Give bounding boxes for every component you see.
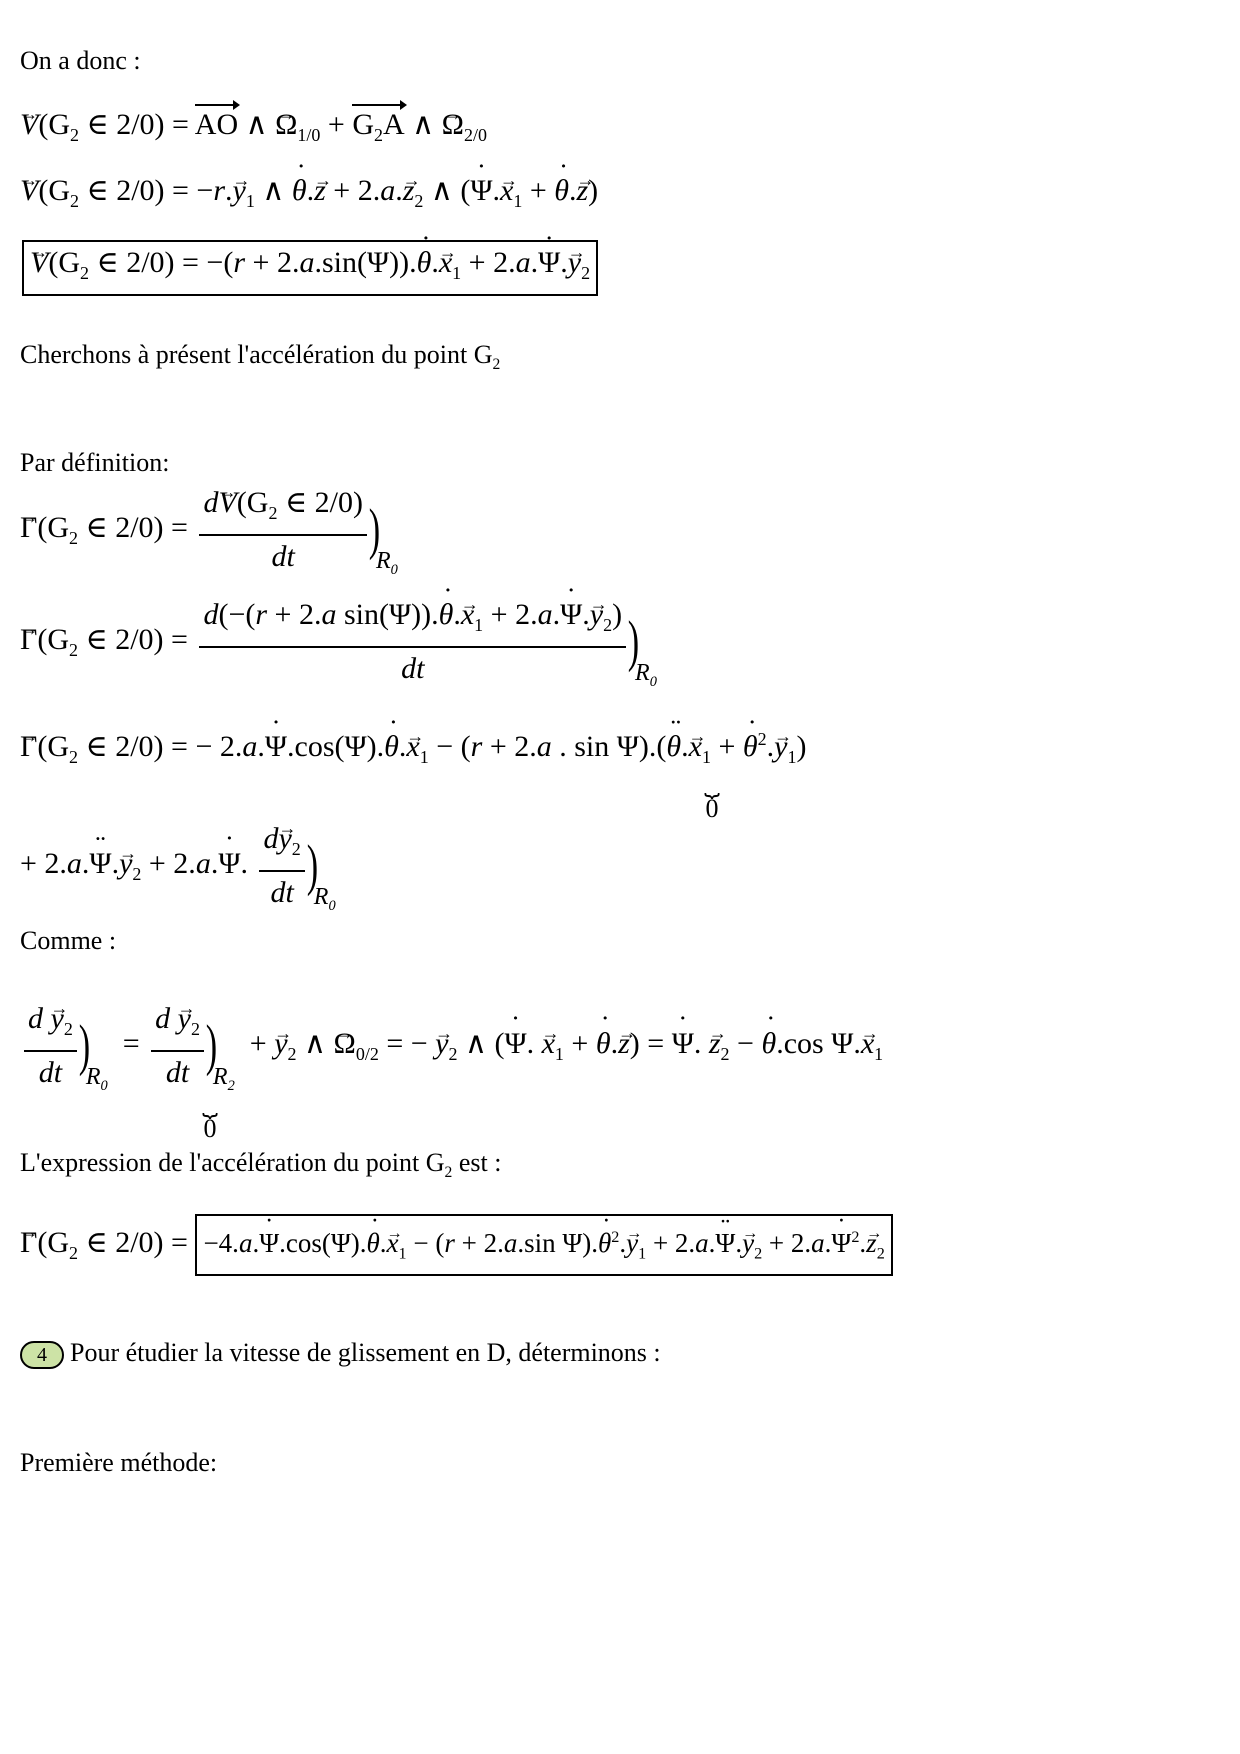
definition-label: Par définition: (20, 448, 170, 477)
equation-velocity-1: → $V(G_2$ ∈ 2/0) = AO ∧ → $\Omega_{1/0} + G_2A$ ∧ → $\Omega_{2/0}$ (20, 106, 487, 154)
equation-derivative-y2: $\frac{d \to y_2}{dt}$ )$R_0$ = $\frac{d \to y_2}{dt}$ )$R_2$ + → $y_2$ ∧ → $\Omega_{0/2}$ = − → $y_2$ ∧ (˙ Ψ. → $x_1$ + ˙ θ.→ z) = ˙ Ψ. → $z_2$ − ˙ θ.cos $\Psi.\to x_1$ (20, 1000, 883, 1105)
underbrace-zero-2: ⏟ 0 (202, 1088, 218, 1143)
underbrace-zero-1: ⏟ 0 (704, 768, 720, 823)
method-label: Première méthode: (20, 1448, 218, 1477)
equation-acceleration-def: → $\Gamma(G_2$ ∈ 2/0) = $\frac{d\to V(G_2 \in 2/0)}{dt}$ )$R_0$ (20, 484, 398, 589)
question-number-badge: 4 (20, 1341, 64, 1369)
intro-text: On a donc : (20, 46, 141, 75)
equation-acceleration-result: → $\Gamma(G_2$ ∈ 2/0) = −4.a.˙ Ψ.cos(Ψ).˙ $\theta.\to x_1 - (r + 2.a.\sin$ Ψ).˙ $\theta^2.\to y_1$ + 2.a.¨ $\Psi.\to y_2$ + 2.a.˙ $\Psi^2.\to z_2$ (20, 1214, 893, 1276)
equation-velocity-result: → $V(G_2$ ∈ 2/0) = −(r + 2.a.sin(Ψ)).˙ $\theta.\to x_1$ + 2.a.˙ $\Psi.\to y_2$ (22, 240, 598, 296)
question-4-line: 4 Pour étudier la vitesse de glissement en D, déterminons : (20, 1338, 661, 1369)
acceleration-expression-text: L'expression de l'accélération du point $G_2$ est : (20, 1148, 502, 1182)
comme-label: Comme : (20, 926, 117, 955)
acceleration-intro: Cherchons à présent l'accélération du point $G_2$ (20, 340, 501, 374)
equation-acceleration-4: + 2.a.¨ $\Psi.\to y_2$ + 2.a.˙ Ψ. $\frac{d\to y_2}{dt}$ )$R_0$ (20, 820, 336, 925)
equation-velocity-2: → $V(G_2$ ∈ $2/0) = -r.\to y_1$ ∧ ˙ $\theta.\to z + 2.a.\to z_2$ ∧ (˙ $\Psi.\to x_1$ + ˙ θ.→ z) (20, 172, 598, 220)
equation-acceleration-3: → $\Gamma(G_2$ ∈ 2/0) = − 2.a.˙ Ψ.cos(Ψ).˙ $\theta.\to x_1 - (r + 2.a$ . sin Ψ).(¨ $\theta.\to x_1$ + ˙ $\theta^2.\to y_1$) (20, 720, 806, 776)
equation-acceleration-2: → $\Gamma(G_2$ ∈ 2/0) = $\frac{d(-(r + 2.a \sin(\Psi)).˙ \theta.\to x_1 + 2.a.˙ \Psi.\to y_2)}{dt}$ )$R_0$ (20, 596, 657, 701)
